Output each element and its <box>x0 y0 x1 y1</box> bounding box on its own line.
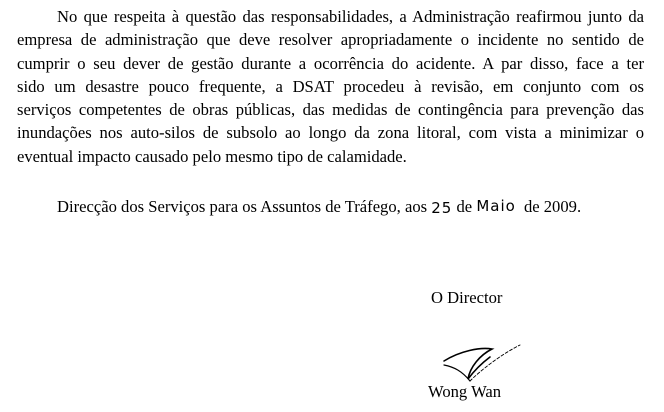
handwritten-month: Maio <box>476 197 516 215</box>
signatory-title: O Director <box>431 288 503 307</box>
paragraph-line: cumprir o seu dever de gestão durante a ocorrência do acidente. A par disso, face a ter <box>17 53 644 73</box>
closing-suffix: de 2009. <box>523 197 582 216</box>
paragraph-line: sido um desastre pouco frequente, a DSAT procedeu à revisão, em conjunto com os <box>17 76 644 96</box>
paragraph-line: No que respeita à questão das responsabilidades, a Administração reafirmou junto da <box>57 7 644 26</box>
body-paragraph <box>17 5 644 168</box>
closing-connector: de <box>456 197 473 216</box>
paragraph-line: eventual impacto causado pelo mesmo tipo de calamidade. <box>17 146 407 166</box>
paragraph-line: inundações nos auto-silos de subsolo ao longo da zona litoral, com vista a minimizar o <box>17 123 644 143</box>
closing-line <box>57 195 581 219</box>
handwritten-day: 25 <box>431 199 453 217</box>
paragraph-line: serviços competentes de obras públicas, das medidas de contingência para prevenção das <box>17 100 644 120</box>
paragraph-line: empresa de administração que deve resolver apropriadamente o incidente no sentido de <box>17 30 644 50</box>
closing-prefix: Direcção dos Serviços para os Assuntos de Tráfego, aos <box>57 197 428 216</box>
signatory-name: Wong Wan <box>428 382 502 401</box>
